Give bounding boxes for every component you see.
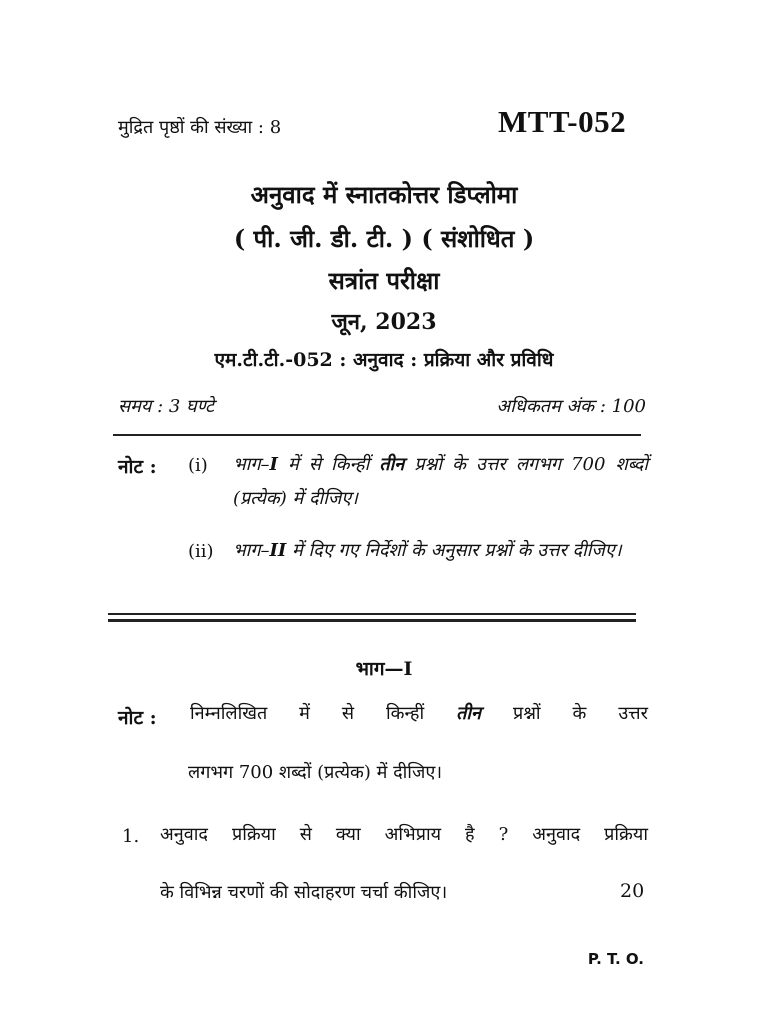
max-marks: अधिकतम अंक : 100: [496, 396, 646, 417]
note-item-text: भाग–I में से किन्हीं तीन प्रश्नों के उत्तर लगभग 700 शब्दों (प्रत्येक) में दीजिए।: [233, 454, 648, 509]
course-code: MTT-052: [498, 104, 627, 139]
question-marks: 20: [620, 880, 645, 902]
question-text-continued: के विभिन्न चरणों की सोदाहरण चर्चा कीजिए।: [160, 882, 448, 903]
double-divider-top: [108, 613, 636, 615]
note-label: नोट :: [118, 456, 157, 478]
section-note-text-continued: लगभग 700 शब्दों (प्रत्येक) में दीजिए।: [188, 762, 443, 783]
note-item-number: (ii): [188, 541, 214, 562]
time-allowed: समय : 3 घण्टे: [118, 396, 215, 417]
section-note-text: निम्नलिखित में से किन्हीं तीन प्रश्नों के उत्तर: [190, 703, 648, 724]
question-number: 1.: [122, 826, 140, 847]
section-note-label: नोट :: [118, 707, 157, 729]
page-count: मुद्रित पृष्ठों की संख्या : 8: [118, 117, 282, 138]
section-heading: भाग—I: [355, 658, 413, 680]
question-text: अनुवाद प्रक्रिया से क्या अभिप्राय है ? अनुवाद प्रक्रिया: [160, 824, 648, 845]
exam-name: सत्रांत परीक्षा: [328, 266, 440, 295]
please-turn-over: P. T. O.: [587, 950, 644, 968]
divider: [113, 434, 641, 436]
programme-abbrev: ( पी. जी. डी. टी. ) ( संशोधित ): [233, 224, 535, 253]
paper-title: एम.टी.टी.-052 : अनुवाद : प्रक्रिया और प्रविधि: [214, 349, 554, 371]
exam-session: जून, 2023: [331, 309, 437, 335]
programme-title: अनुवाद में स्नातकोत्तर डिप्लोमा: [250, 180, 518, 209]
note-item-number: (i): [188, 455, 208, 476]
double-divider-bottom: [108, 619, 636, 622]
note-item-text: भाग–II में दिए गए निर्देशों के अनुसार प्रश्नों के उत्तर दीजिए।: [233, 540, 622, 561]
